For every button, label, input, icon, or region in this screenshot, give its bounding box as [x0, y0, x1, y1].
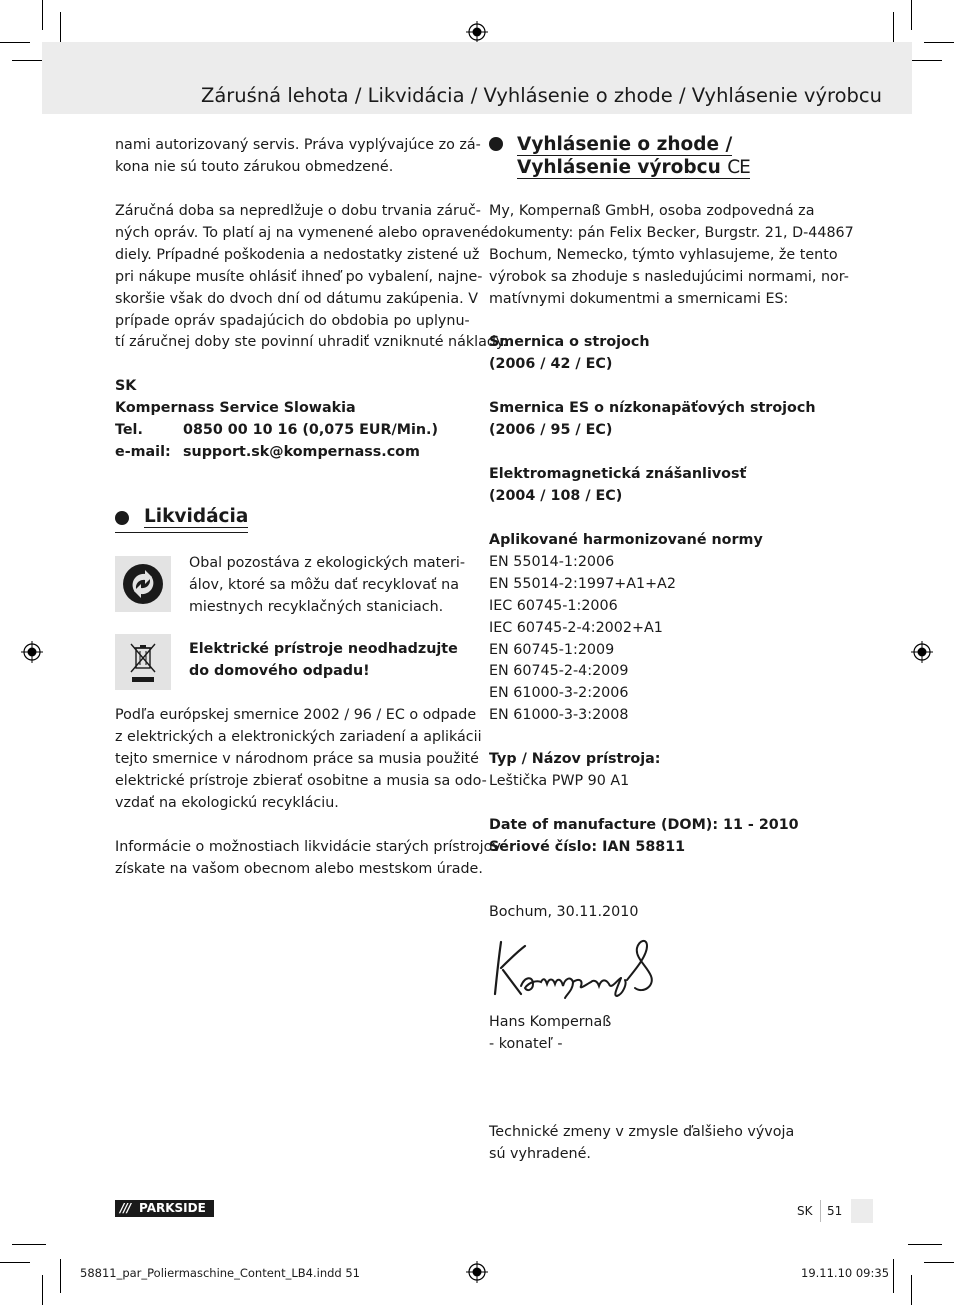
page-title: Záruśná lehota / Likvidácia / Vyhlásenie o zhode / Vyhlásenie výrobcu: [200, 84, 882, 107]
crop-mark: [0, 1262, 30, 1263]
disposal-paragraph: Podľa európskej smernice 2002 / 96 / EC o odpade z elektrických a elektronických zariadení a aplikácii tejto smernice v národnom práce sa musia použité elektrické prístroje zbierať osobitne a musia sa odo- vzdať na ekologickú recykláciu.: [115, 707, 487, 811]
footer-divider: [820, 1200, 821, 1222]
crop-mark: [12, 1244, 46, 1245]
disposal-info-paragraph: Informácie o možnostiach likvidácie starých prístrojov získate na vašom obecnom alebo mestskom úrade.: [115, 839, 501, 877]
crop-mark: [924, 42, 954, 43]
ce-mark-icon: CE: [727, 157, 750, 178]
tel-value: 0850 00 10 16 (0,075 EUR/Min.): [183, 421, 438, 438]
email-value: support.sk@kompernass.com: [183, 443, 420, 460]
crop-mark: [60, 12, 61, 46]
service-country: SK: [115, 378, 137, 394]
service-company: Kompernass Service Slowakia: [115, 399, 356, 416]
section-bullet: [489, 137, 503, 151]
crop-mark: [42, 1275, 43, 1305]
crop-mark: [924, 1262, 954, 1263]
service-contact: [115, 376, 438, 464]
crop-mark: [911, 0, 912, 30]
disposal-heading: Likvidácia: [144, 506, 249, 527]
technical-changes-note: Technické zmeny v zmysle ďalšieho vývoja sú vyhradené.: [489, 1124, 795, 1162]
crop-mark: [42, 0, 43, 30]
page-tab: [851, 1199, 873, 1223]
declaration-intro: My, Kompernaß GmbH, osoba zodpovedná za dokumenty: pán Felix Becker, Burgstr. 21, D-44867 Bochum, Nemecko, týmto vyhlasujeme, že tento výrobok sa zhoduje s nasledujúcimi normami, nor- matívnymi dokumentmi a smernicami ES:: [489, 203, 854, 307]
directive-machinery: Smernica o strojoch (2006 / 42 / EC): [489, 334, 650, 372]
footer-language: SK: [797, 1204, 813, 1218]
print-date-time: 19.11.10 09:35: [801, 1266, 890, 1280]
registration-mark-icon: [466, 21, 488, 43]
warranty-paragraph-1: nami autorizovaný servis. Práva vyplývajúce zo zá- kona nie sú touto zárukou obmedzené.: [115, 137, 481, 175]
crop-mark: [12, 60, 46, 61]
crop-mark: [893, 1259, 894, 1293]
directive-emc: Elektromagnetická znášanlivosť (2004 / 108 / EC): [489, 466, 747, 504]
heading-underline: [115, 532, 248, 533]
weee-icon-box: [115, 634, 171, 690]
registration-mark-icon: [21, 641, 43, 663]
crossed-bin-icon: [115, 634, 171, 690]
crop-mark: [911, 1275, 912, 1305]
crop-mark: [0, 42, 30, 43]
signer: [489, 1012, 611, 1056]
crop-mark: [60, 1259, 61, 1293]
signer-name: Hans Kompernaß: [489, 1014, 612, 1030]
signer-role: - konateľ -: [489, 1035, 563, 1052]
parkside-logo: /// PARKSIDE: [115, 1200, 214, 1217]
registration-mark-icon: [911, 641, 933, 663]
crop-mark: [893, 12, 894, 46]
registration-mark-icon: [466, 1261, 488, 1283]
crop-mark: [908, 1244, 942, 1245]
file-info: 58811_par_Poliermaschine_Content_LB4.indd 51: [80, 1266, 360, 1280]
recycle-icon-box: [115, 556, 171, 612]
weee-warning: Elektrické prístroje neodhadzujte do domového odpadu!: [189, 641, 458, 679]
place-date: Bochum, 30.11.2010: [489, 904, 639, 920]
email-label: e-mail:: [115, 443, 171, 460]
harmonized-norms: Aplikované harmonizované normy EN 55014-1:2006 EN 55014-2:1997+A1+A2 IEC 60745-1:2006 IEC 60745-2-4:2002+A1 EN 60745-1:2009 EN 60745-2-4:2009 EN 61000-3-2:2006 EN 61000-3-3:2008: [489, 532, 763, 724]
page-number: 51: [827, 1204, 843, 1218]
declaration-heading: Vyhlásenie o zhode / Vyhlásenie výrobcu CE: [517, 134, 750, 178]
device-type: Typ / Názov prístroja: Leštička PWP 90 A1: [489, 751, 661, 789]
tel-label: Tel.: [115, 421, 143, 438]
warranty-paragraph-2: Záručná doba sa nepredlžuje o dobu trvania záruč- ných opráv. To platí aj na vymenené alebo opravené diely. Prípadné poškodenia a nedostatky zistené už pri nákupe musíte ohlásiť ihneď po vybalení, najne- skoršie však do dvoch dní od dátumu zakúpenia. V prípade opráv spadajúcich do obdobia po uplynu- tí záručnej doby ste povinní uhradiť vzniknuté náklady.: [115, 203, 507, 351]
manufacture-info: Date of manufacture (DOM): 11 - 2010 Sériové číslo: IAN 58811: [489, 817, 799, 855]
directive-low-voltage: Smernica ES o nízkonapäťových strojoch (2006 / 95 / EC): [489, 400, 816, 438]
logo-stripes-icon: ///: [120, 1201, 131, 1215]
signature-image: [487, 934, 662, 1002]
recycle-text: Obal pozostáva z ekologických materi- álov, ktoré sa môžu dať recyklovať na miestnych recyklačných staniciach.: [189, 555, 466, 615]
section-bullet: [115, 511, 129, 525]
crop-mark: [908, 60, 942, 61]
green-dot-recycle-icon: [115, 556, 171, 612]
